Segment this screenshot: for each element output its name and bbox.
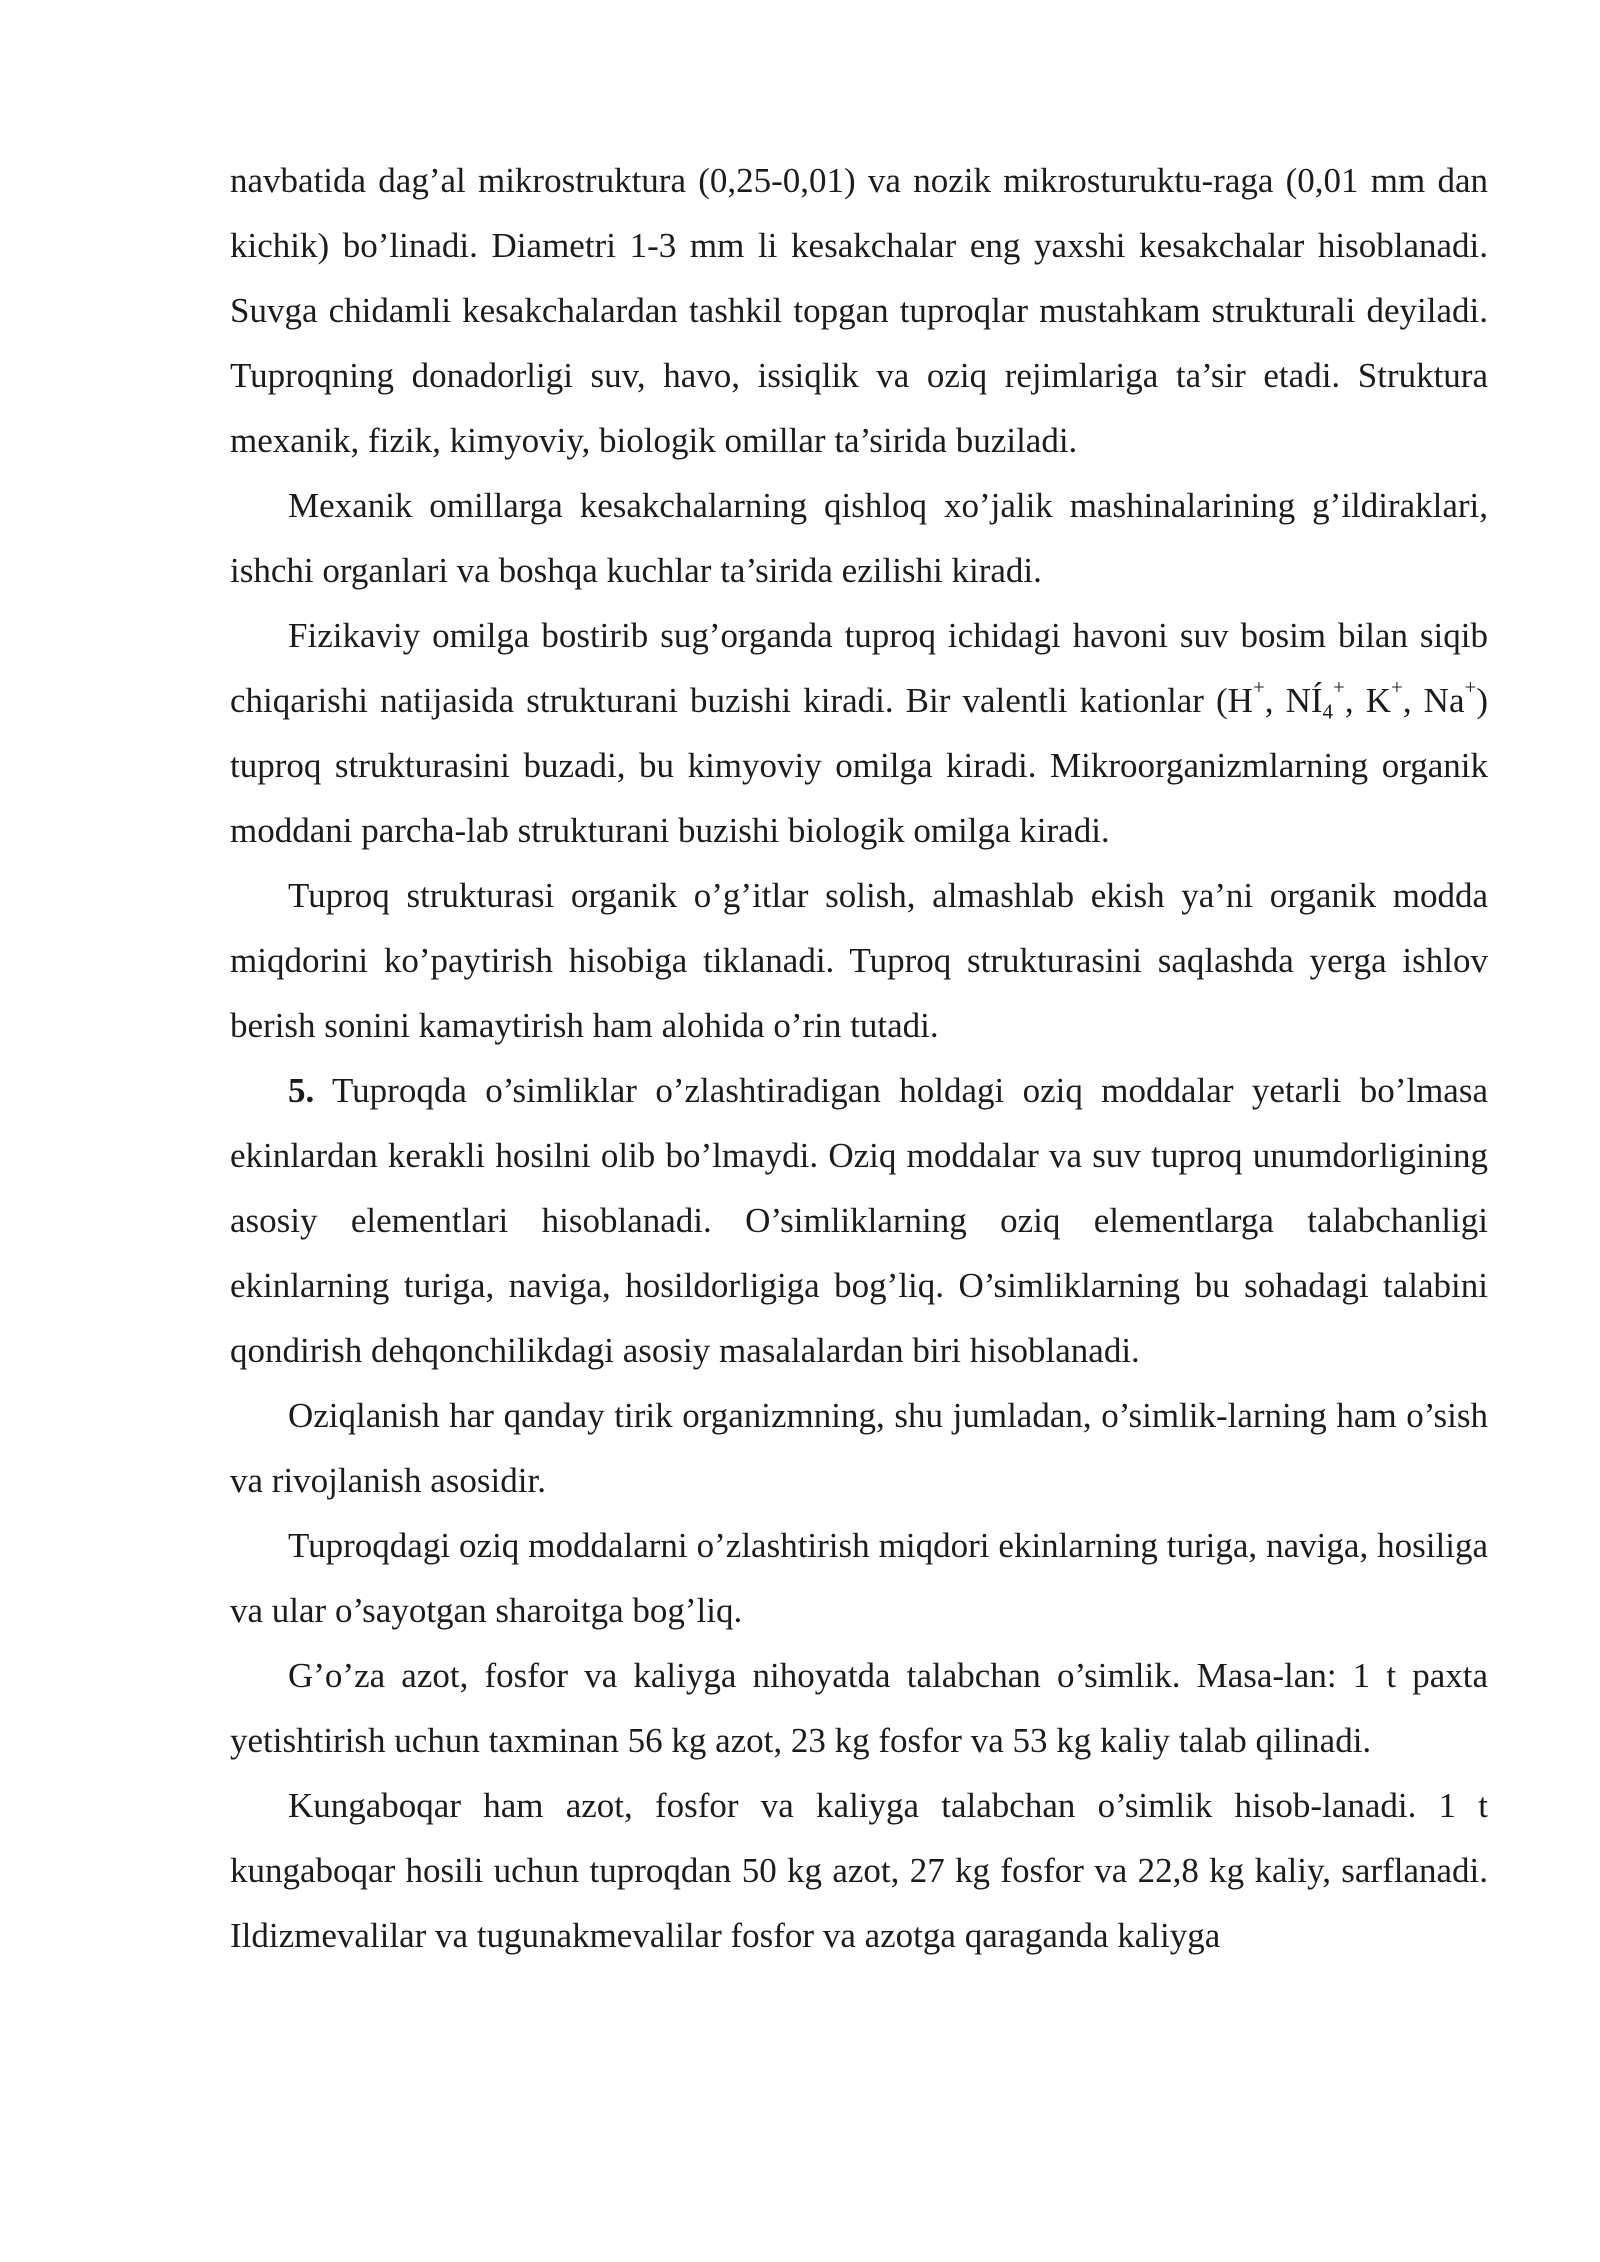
text-run: ) tuproq strukturasini buzadi, bu kimyoviy omilga kiradi. Mikroorganizmlarning organik moddani parcha-lab strukturani buzishi biologik omilga kiradi. <box>230 681 1488 850</box>
text-run: Tuproqda o’simliklar o’zlashtiradigan holdagi oziq moddalar yetarli bo’lmasa ekinlardan kerakli hosilni olib bo’lmaydi. Oziq moddalar va suv tuproq unumdorligining asosiy elementlari hisoblanadi. O’simliklarning oziq elementlarga talabchanligi ekinlarning turiga, naviga, hosildorligiga bog’liq. O’simliklarning bu sohadagi talabini qondirish dehqonchilikdagi asosiy masalalardan biri hisoblanadi. <box>230 1071 1488 1370</box>
paragraph-nutrient-uptake: Tuproqdagi oziq moddalarni o’zlashtirish miqdori ekinlarning turiga, naviga, hosiliga va ular o’sayotgan sharoitga bog’liq. <box>230 1526 1488 1630</box>
superscript-charge: + <box>1464 675 1477 700</box>
text-run: , K <box>1344 681 1391 720</box>
paragraph-section-5 <box>230 1058 1488 1383</box>
paragraph-nutrition: Oziqlanish har qanday tirik organizmning, shu jumladan, o’simlik-larning ham o’sish va rivojlanish asosidir. <box>230 1396 1488 1500</box>
superscript-charge: + <box>1391 675 1403 700</box>
text-run: Fizikaviy omilga bostirib sug’organda tuproq ichidagi havoni suv bosim bilan siqib chiqarishi natijasida strukturani buzishi kiradi. Bir valentli kationlar (H <box>230 616 1488 720</box>
text-run: , Na <box>1402 681 1465 720</box>
paragraph-physical-chemical-factors <box>230 603 1488 863</box>
paragraph-sunflower: Kungaboqar ham azot, fosfor va kaliyga talabchan o’simlik hisob-lanadi. 1 t kungaboqar hosili uchun tuproqdan 50 kg azot, 27 kg fosfor va 22,8 kg kaliy, sarflanadi. Ildizmevalilar va tugunakmevalilar fosfor va azotga qaraganda kaliyga <box>230 1786 1488 1955</box>
paragraph-mechanical-factors: Mexanik omillarga kesakchalarning qishloq xo’jalik mashinalarining g’ildiraklari, ishchi organlari va boshqa kuchlar ta’sirida ezilishi kiradi. <box>230 486 1488 590</box>
subscript-index: 4 <box>1322 699 1334 724</box>
text-run: , NÍ <box>1264 681 1323 720</box>
superscript-charge: + <box>1333 675 1345 700</box>
paragraph-structure-restoration: Tuproq strukturasi organik o’g’itlar solish, almashlab ekish ya’ni organik modda miqdorini ko’paytirish hisobiga tiklanadi. Tuproq strukturasini saqlashda yerga ishlov berish sonini kamaytirish ham alohida o’rin tutadi. <box>230 876 1488 1045</box>
paragraph-cotton: G’o’za azot, fosfor va kaliyga nihoyatda talabchan o’simlik. Masa-lan: 1 t paxta yetishtirish uchun taxminan 56 kg azot, 23 kg fosfor va 53 kg kaliy talab qilinadi. <box>230 1656 1488 1760</box>
paragraph-structure-continuation: navbatida dag’al mikrostruktura (0,25-0,01) va nozik mikrosturuktu-raga (0,01 mm dan kichik) bo’linadi. Diametri 1-3 mm li kesakchalar eng yaxshi kesakchalar hisoblanadi. Suvga chidamli kesakchalardan tashkil topgan tuproqlar mustahkam strukturali deyiladi. Tuproqning donadorligi suv, havo, issiqlik va oziq rejimlariga ta’sir etadi. Struktura mexanik, fizik, kimyoviy, biologik omillar ta’sirida buziladi. <box>230 161 1488 460</box>
superscript-charge: + <box>1252 675 1265 700</box>
document-page <box>230 148 1488 1968</box>
section-number: 5. <box>288 1071 315 1110</box>
